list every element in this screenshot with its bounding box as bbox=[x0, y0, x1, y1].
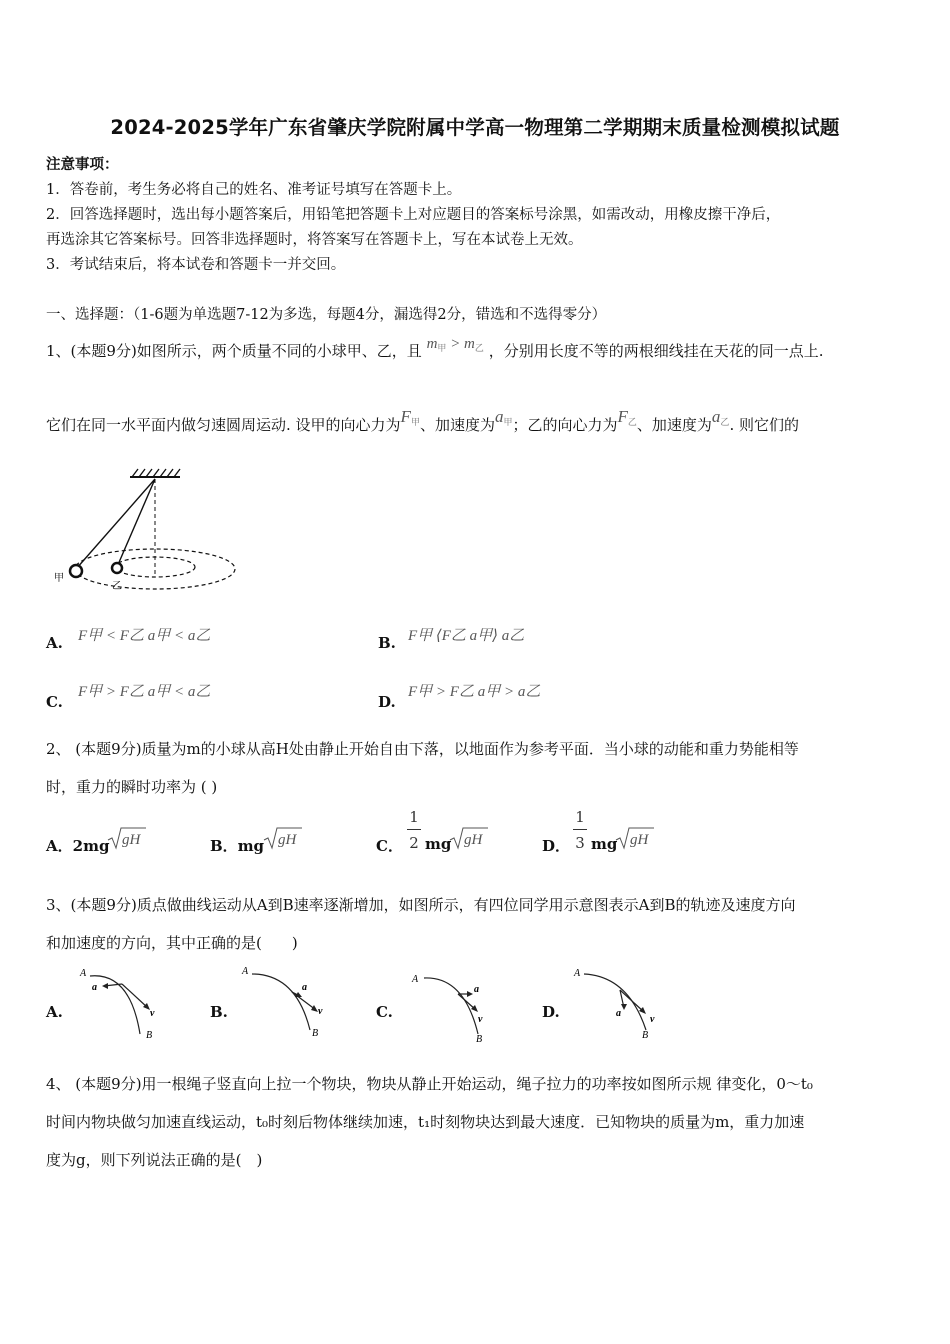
sqrt-sign bbox=[108, 826, 148, 850]
svg-text:gH: gH bbox=[464, 832, 483, 848]
q2-option-b[interactable]: B．mg bbox=[210, 837, 265, 855]
svg-text:A: A bbox=[80, 968, 87, 979]
svg-text:A: A bbox=[242, 966, 249, 977]
svg-text:v: v bbox=[150, 1008, 155, 1019]
svg-text:v: v bbox=[650, 1014, 655, 1025]
q2-option-d-label[interactable]: D． bbox=[542, 837, 571, 855]
q3-option-a-figure[interactable] bbox=[78, 964, 168, 1044]
q3-line1: 3、(本题9分)质点做曲线运动从A到B速率逐渐增加，如图所示，有四位同学用示意图表示A到B的轨迹及速度方向 bbox=[46, 896, 796, 914]
svg-text:B: B bbox=[642, 1030, 649, 1041]
q3-option-a-label[interactable]: A. bbox=[46, 1003, 63, 1021]
q1-text: ，分别用长度不等的两根细线挂在天花的同一点上. bbox=[488, 342, 824, 360]
q3-option-b-figure[interactable] bbox=[240, 964, 340, 1044]
q2-line2: 时，重力的瞬时功率为 ( ) bbox=[46, 778, 218, 796]
sqrt-sign bbox=[616, 826, 656, 850]
q3-option-d-label[interactable]: D. bbox=[542, 1003, 560, 1021]
fraction-numerator: 1 bbox=[575, 808, 585, 826]
q2-option-c[interactable]: mg bbox=[425, 835, 452, 853]
conical-pendulum-figure bbox=[50, 465, 230, 595]
notice-item: 3．考试结束后，将本试卷和答题卡一并交回。 bbox=[46, 257, 346, 273]
fraction-denominator: 3 bbox=[575, 834, 585, 852]
q2-option-a[interactable]: A．2mg bbox=[46, 837, 110, 855]
svg-text:B: B bbox=[312, 1028, 319, 1039]
q2-line1: 2、 (本题9分)质量为m的小球从高H处由静止开始自由下落，以地面作为参考平面．当小球的动能和重力势能相等 bbox=[46, 740, 799, 758]
svg-text:v: v bbox=[318, 1006, 323, 1017]
q1-option-a-label[interactable]: A. bbox=[46, 634, 63, 652]
q4-line3: 度为g，则下列说法正确的是( ) bbox=[46, 1151, 263, 1169]
q2-option-d[interactable]: mg bbox=[591, 835, 618, 853]
fraction-bar bbox=[573, 829, 587, 830]
svg-text:a: a bbox=[474, 984, 479, 995]
q4-line1: 4、 (本题9分)用一根绳子竖直向上拉一个物块，物块从静止开始运动，绳子拉力的功率按如图所示规 律变化，0～t₀ bbox=[46, 1075, 813, 1093]
fraction-denominator: 2 bbox=[409, 834, 419, 852]
q1-line2: 它们在同一水平面内做匀速圆周运动. 设甲的向心力为$F_甲$、加速度为$a_甲$；乙的向心力为$F_乙$、加速度为$a_乙$. 则它们的 bbox=[46, 407, 799, 434]
fraction-bar bbox=[407, 829, 421, 830]
sqrt-sign bbox=[264, 826, 304, 850]
q1-mass-relation: $m_甲 > m_乙$ bbox=[426, 336, 484, 353]
q1-text: 1、(本题9分)如图所示，两个质量不同的小球甲、乙，且 bbox=[46, 342, 422, 360]
fig-label-yi: 乙 bbox=[112, 581, 122, 592]
q3-line2: 和加速度的方向，其中正确的是( ) bbox=[46, 934, 298, 952]
q1-option-d[interactable]: F甲 > F乙 a甲 > a乙 bbox=[408, 684, 541, 700]
svg-text:a: a bbox=[616, 1008, 621, 1019]
q1-option-d-label[interactable]: D. bbox=[378, 693, 396, 711]
svg-text:a: a bbox=[92, 982, 97, 993]
svg-text:gH: gH bbox=[122, 832, 141, 848]
page-title: 2024-2025学年广东省肇庆学院附属中学高一物理第二学期期末质量检测模拟试题 bbox=[110, 116, 840, 139]
notice-item: 2．回答选择题时，选出每小题答案后，用铅笔把答题卡上对应题目的答案标号涂黑，如需改动，用橡皮擦干净后， bbox=[46, 207, 781, 223]
q1-option-b-label[interactable]: B. bbox=[378, 634, 396, 652]
svg-text:A: A bbox=[574, 968, 581, 979]
fig-label-jia: 甲 bbox=[54, 573, 64, 584]
svg-text:a: a bbox=[302, 982, 307, 993]
q2-option-c-label[interactable]: C． bbox=[376, 837, 403, 855]
q3-option-c-figure[interactable] bbox=[406, 964, 506, 1044]
q1-option-b[interactable]: F甲 ⟨F乙 a甲⟩ a乙 bbox=[408, 628, 525, 644]
notice-item: 1．答卷前，考生务必将自己的姓名、准考证号填写在答题卡上。 bbox=[46, 182, 462, 198]
svg-text:gH: gH bbox=[278, 832, 297, 848]
svg-text:v: v bbox=[478, 1014, 483, 1025]
section-heading: 一、选择题：（1-6题为单选题7-12为多选，每题4分，漏选得2分，错选和不选得零分） bbox=[46, 307, 607, 323]
q4-line2: 时间内物块做匀加速直线运动，t₀时刻后物体继续加速，t₁时刻物块达到最大速度．已知物块的质量为m，重力加速 bbox=[46, 1113, 805, 1131]
notice-heading: 注意事项： bbox=[46, 156, 119, 173]
q3-option-b-label[interactable]: B. bbox=[210, 1003, 228, 1021]
svg-text:B: B bbox=[146, 1030, 153, 1041]
svg-text:B: B bbox=[476, 1034, 483, 1045]
q1-line1 bbox=[46, 336, 824, 362]
fraction-numerator: 1 bbox=[409, 808, 419, 826]
svg-text:gH: gH bbox=[630, 832, 649, 848]
svg-text:A: A bbox=[412, 974, 419, 985]
q3-option-d-figure[interactable] bbox=[572, 964, 672, 1044]
q1-option-c-label[interactable]: C. bbox=[46, 693, 63, 711]
notice-item: 再选涂其它答案标号。回答非选择题时，将答案写在答题卡上，写在本试卷上无效。 bbox=[46, 232, 583, 248]
sqrt-sign bbox=[450, 826, 490, 850]
q1-option-c[interactable]: F甲 > F乙 a甲 < a乙 bbox=[78, 684, 211, 700]
q1-option-a[interactable]: F甲 < F乙 a甲 < a乙 bbox=[78, 628, 211, 644]
q3-option-c-label[interactable]: C. bbox=[376, 1003, 393, 1021]
